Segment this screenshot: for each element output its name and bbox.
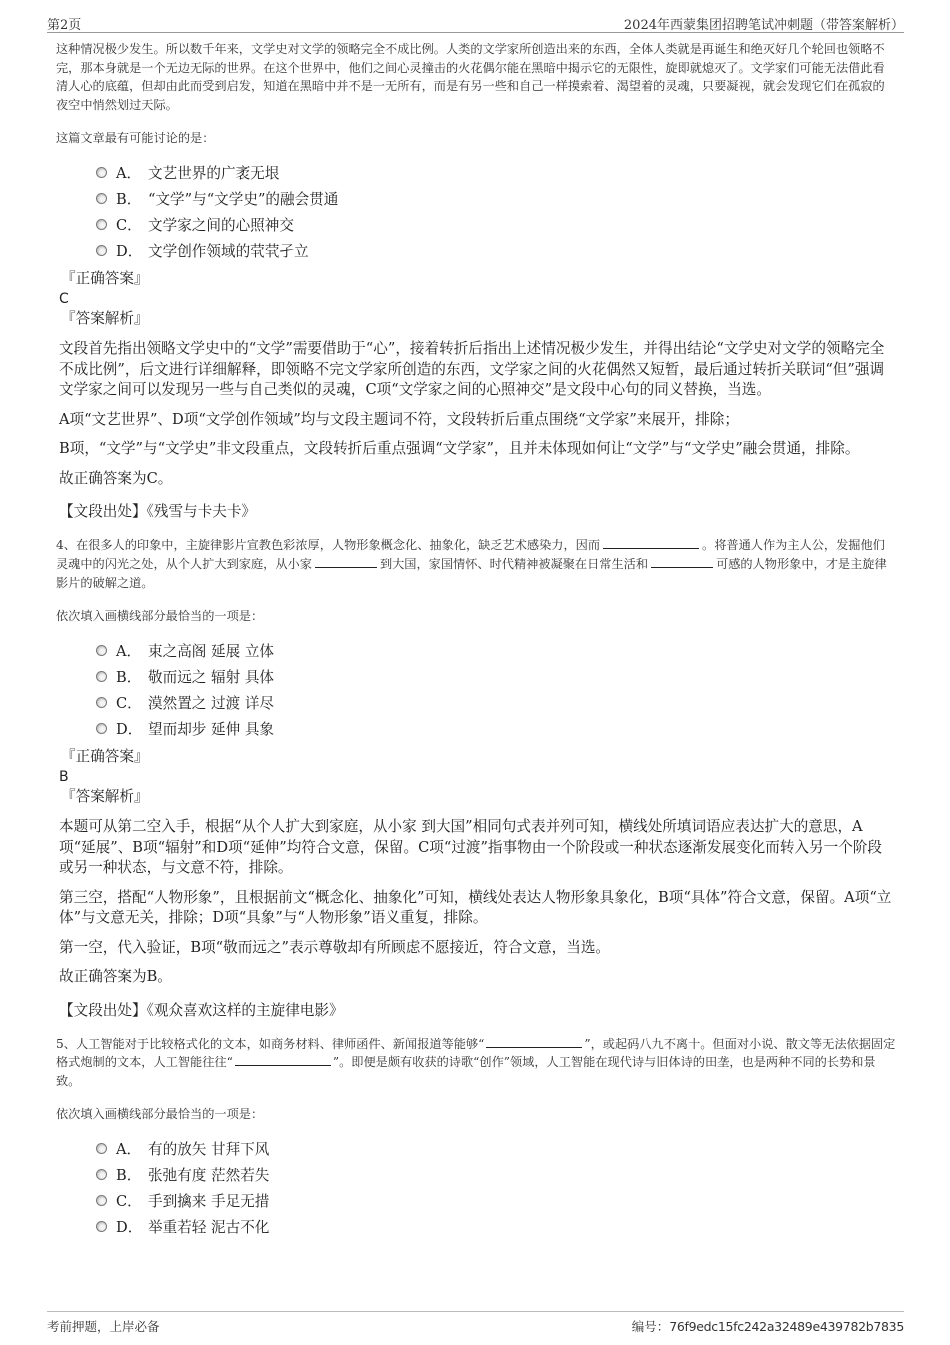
option-letter: D． bbox=[116, 720, 143, 738]
option-letter: A． bbox=[116, 642, 142, 660]
source-title: 《观众喜欢这样的主旋律电影》 bbox=[146, 1001, 344, 1019]
q3-explanation: A项“文艺世界”、D项“文学创作领域”均与文段主题词不符，文段转折后重点围绕“文学家”来展开，排除； bbox=[59, 410, 739, 428]
q5-option-d[interactable] bbox=[96, 1213, 896, 1239]
radio-icon[interactable] bbox=[96, 697, 107, 708]
q3-explanation: 故正确答案为C。 bbox=[59, 469, 173, 487]
radio-icon[interactable] bbox=[96, 245, 107, 256]
page-header bbox=[47, 10, 904, 33]
option-letter: D． bbox=[116, 242, 143, 260]
option-letter: B． bbox=[116, 668, 142, 686]
document-code bbox=[632, 1317, 904, 1335]
q4-explanation: 第一空，代入验证，B项“敬而远之”表示尊敬却有所顾虑不愿接近，符合文意，当选。 bbox=[59, 938, 611, 956]
fill-blank bbox=[315, 556, 377, 568]
option-letter: A． bbox=[116, 1140, 142, 1158]
q3-option-b[interactable] bbox=[96, 185, 896, 211]
option-text: 束之高阁 延展 立体 bbox=[148, 642, 275, 660]
fill-blank bbox=[603, 537, 699, 549]
radio-icon[interactable] bbox=[96, 645, 107, 656]
radio-icon[interactable] bbox=[96, 1143, 107, 1154]
q4-explanation: 第三空，搭配“人物形象”，且根据前文“概念化、抽象化”可知，横线处表达人物形象具象化，B项“具体”符合文意，保留。A项“立体”与文意无关，排除；D项“具象”与“人物形象”语义重复，排除。 bbox=[59, 888, 892, 927]
q3-answer: C bbox=[59, 291, 69, 308]
option-letter: A． bbox=[116, 164, 142, 182]
fill-blank bbox=[235, 1054, 331, 1066]
analysis-label: 『答案解析』 bbox=[61, 788, 149, 806]
option-text: 举重若轻 泥古不化 bbox=[148, 1218, 270, 1236]
q5-option-c[interactable] bbox=[96, 1187, 896, 1213]
analysis-label: 『答案解析』 bbox=[61, 310, 149, 328]
q3-prompt: 这篇文章最有可能讨论的是： bbox=[56, 131, 215, 146]
q3-explanation: 文段首先指出领略文学史中的“文学”需要借助于“心”，接着转折后指出上述情况极少发生，并得出结论“文学史对文学的领略完全不成比例”，后文进行详细解释，即领略不完文学家所创造的东西，文学家之间的火花偶然又短暂，最后通过转折关联词“但”强调文学家之间可以发现另一些与自己类似的灵魂，C项“文学家之间的心照神交”是文段中心句的同义替换，当选。 bbox=[59, 340, 885, 399]
option-letter: C． bbox=[116, 216, 142, 234]
page-number: 第2页 bbox=[47, 18, 82, 33]
q5-passage: 5、人工智能对于比较格式化的文本，如商务材料、律师函件、新闻报道等能够“ ”，或起码八九不离十。但面对小说、散文等无法依据固定格式炮制的文本，人工智能往往“ ”。即便是颇有收获的诗歌“创作”领域，人工智能在现代诗与旧体诗的田垄，也是两种不同的长势和景致。 bbox=[56, 1036, 896, 1088]
q4-prompt: 依次填入画横线部分最恰当的一项是： bbox=[56, 609, 264, 624]
option-letter: D． bbox=[116, 1218, 143, 1236]
option-text: 手到擒来 手足无措 bbox=[148, 1192, 270, 1210]
radio-icon[interactable] bbox=[96, 723, 107, 734]
radio-icon[interactable] bbox=[96, 671, 107, 682]
radio-icon[interactable] bbox=[96, 1221, 107, 1232]
q3-options bbox=[96, 159, 896, 263]
q4-answer: B bbox=[59, 769, 69, 786]
q4-option-d[interactable] bbox=[96, 715, 896, 741]
q4-source bbox=[59, 1001, 896, 1021]
page-content bbox=[56, 40, 896, 1245]
q4-option-a[interactable] bbox=[96, 637, 896, 663]
option-text: 张弛有度 茫然若失 bbox=[148, 1166, 270, 1184]
document-title: 2024年西蒙集团招聘笔试冲刺题（带答案解析） bbox=[623, 18, 904, 33]
code-label: 编号： bbox=[631, 1319, 670, 1334]
option-letter: C． bbox=[116, 1192, 142, 1210]
q5-prompt: 依次填入画横线部分最恰当的一项是： bbox=[56, 1107, 264, 1122]
option-letter: C． bbox=[116, 694, 142, 712]
fill-blank bbox=[651, 556, 713, 568]
answer-label: 『正确答案』 bbox=[61, 748, 149, 766]
code-value: 76f9edc15fc242a32489e439782b7835 bbox=[669, 1319, 904, 1334]
q3-option-c[interactable] bbox=[96, 211, 896, 237]
option-letter: B． bbox=[116, 190, 142, 208]
source-label: 【文段出处】 bbox=[59, 1001, 147, 1019]
option-text: 漠然置之 过渡 详尽 bbox=[148, 694, 275, 712]
option-text: 望而却步 延伸 具象 bbox=[148, 720, 275, 738]
option-text: 文艺世界的广袤无垠 bbox=[148, 164, 280, 182]
option-text: 有的放矢 甘拜下风 bbox=[148, 1140, 270, 1158]
q4-option-c[interactable] bbox=[96, 689, 896, 715]
radio-icon[interactable] bbox=[96, 1169, 107, 1180]
q3-option-a[interactable] bbox=[96, 159, 896, 185]
q3-explanation: B项，“文学”与“文学史”非文段重点，文段转折后重点强调“文学家”，且并未体现如何让“文学”与“文学史”融会贯通，排除。 bbox=[59, 440, 860, 458]
q5-option-a[interactable] bbox=[96, 1135, 896, 1161]
footer-slogan: 考前押题，上岸必备 bbox=[47, 1319, 160, 1334]
fill-blank bbox=[486, 1036, 582, 1048]
q3-option-d[interactable] bbox=[96, 237, 896, 263]
source-title: 《残雪与卡夫卡》 bbox=[146, 503, 257, 521]
q3-passage: 这种情况极少发生。所以数千年来，文学史对文学的领略完全不成比例。人类的文学家所创造出来的东西，全体人类就是再诞生和绝灭好几个轮回也领略不完，那本身就是一个无边无际的世界。在这个世界中，他们之间心灵撞击的火花偶尔能在黑暗中揭示它的无限性，旋即就熄灭了。文学家们可能无法借此看清人心的底蕴，但却由此而受到启发，知道在黑暗中并不是一无所有，而是有另一些和自己一样摸索着、渴望着的灵魂，只要凝视，就会发现它们在孤寂的夜空中悄然划过天际。 bbox=[56, 42, 885, 112]
option-text: “文学”与“文学史”的融会贯通 bbox=[148, 190, 339, 208]
q4-explanation: 本题可从第二空入手，根据“从个人扩大到家庭，从小家 到大国”相同句式表并列可知，横线处所填词语应表达扩大的意思，A项“延展”、B项“辐射”和D项“延伸”均符合文意，保留。C项“过渡”指事物由一个阶段或一种状态逐渐发展变化而转入另一个阶段或另一种状态，与文意不符，排除。 bbox=[59, 818, 882, 877]
q3-source bbox=[59, 502, 896, 522]
source-label: 【文段出处】 bbox=[59, 503, 147, 521]
q5-options bbox=[96, 1135, 896, 1239]
radio-icon[interactable] bbox=[96, 193, 107, 204]
radio-icon[interactable] bbox=[96, 167, 107, 178]
option-letter: B． bbox=[116, 1166, 142, 1184]
option-text: 文学家之间的心照神交 bbox=[148, 216, 294, 234]
q4-option-b[interactable] bbox=[96, 663, 896, 689]
radio-icon[interactable] bbox=[96, 1195, 107, 1206]
q4-explanation: 故正确答案为B。 bbox=[59, 968, 172, 986]
q4-passage: 4、在很多人的印象中，主旋律影片宣教色彩浓厚，人物形象概念化、抽象化，缺乏艺术感染力，因而 。将普通人作为主人公，发掘他们灵魂中的闪光之处，从个人扩大到家庭，从小家 到大国，家国情怀、时代精神被凝聚在日常生活和 可感的人物形象中，才是主旋律影片的破解之道。 bbox=[56, 538, 887, 590]
answer-label: 『正确答案』 bbox=[61, 270, 149, 288]
radio-icon[interactable] bbox=[96, 219, 107, 230]
option-text: 敬而远之 辐射 具体 bbox=[148, 668, 275, 686]
page-footer bbox=[47, 1311, 904, 1336]
q4-options bbox=[96, 637, 896, 741]
option-text: 文学创作领域的茕茕孑立 bbox=[148, 242, 309, 260]
q5-option-b[interactable] bbox=[96, 1161, 896, 1187]
